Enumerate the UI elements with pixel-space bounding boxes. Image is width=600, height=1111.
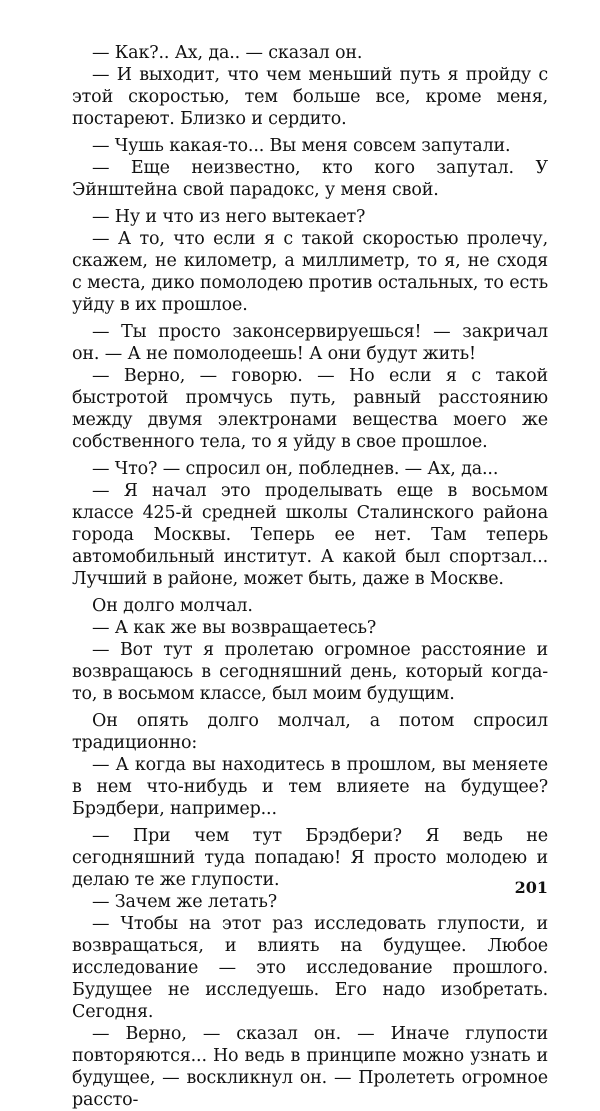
paragraph: — Верно, — сказал он. — Иначе глупости повторяются... Но ведь в принципе можно узнать и будущее, — воскликнул он. — Пролететь огромное рассто- xyxy=(72,1024,548,1110)
paragraph: — Чушь какая-то... Вы меня совсем запутали. xyxy=(92,136,511,156)
paragraph: Он опять долго молчал, а потом спросил традиционно: xyxy=(72,711,548,753)
paragraph: — Вот тут я пролетаю огромное расстояние и возвращаюсь в сегодняшний день, который когда-то, в восьмом классе, был моим будущим. xyxy=(72,640,548,704)
paragraph: — Верно, — говорю. — Но если я с такой быстротой промчусь путь, равный расстоянию между двумя электронами вещества моего же собственного тела, то я уйду в свое прошлое. xyxy=(72,366,548,452)
page-text xyxy=(72,42,548,1111)
paragraph: — Ну и что из него вытекает? xyxy=(92,207,366,227)
paragraph: — А как же вы возвращаетесь? xyxy=(92,618,377,638)
paragraph: — Зачем же летать? xyxy=(92,892,277,912)
paragraph: — Что? — спросил он, побледнев. — Ах, да... xyxy=(92,459,499,479)
paragraph: — Чтобы на этот раз исследовать глупости, и возвращаться, и влиять на будущее. Любое исследование — это исследование прошлого. Будущее не исследуешь. Его надо изобретать. Сегодня. xyxy=(72,914,548,1022)
paragraph: — Я начал это проделывать еще в восьмом классе 425-й средней школы Сталинского района города Москвы. Теперь ее нет. Там теперь автомобильный институт. А какой был спортзал... Лучший в районе, может быть, даже в Москве. xyxy=(72,481,548,589)
paragraph: — И выходит, что чем меньший путь я пройду с этой скоростью, тем больше все, кроме меня, постареют. Близко и сердито. xyxy=(72,65,548,129)
paragraph: — Еще неизвестно, кто кого запутал. У Эйнштейна свой парадокс, у меня свой. xyxy=(72,158,548,200)
paragraph: — Как?.. Ах, да.. — сказал он. xyxy=(92,43,363,63)
paragraph: — А когда вы находитесь в прошлом, вы меняете в нем что-нибудь и тем влияете на будущее? Брэдбери, например... xyxy=(72,755,548,819)
paragraph: — Ты просто законсервируешься! — закричал он. — А не помолодеешь! А они будут жить! xyxy=(72,322,548,364)
paragraph: — При чем тут Брэдбери? Я ведь не сегодняшний туда попадаю! Я просто молодею и делаю те же глупости. xyxy=(72,826,548,890)
page-number: 201 xyxy=(514,878,548,897)
paragraph: Он долго молчал. xyxy=(92,596,253,616)
paragraph: — А то, что если я с такой скоростью пролечу, скажем, не километр, а миллиметр, то я, не сходя с места, дико помолодею против остальных, то есть уйду в их прошлое. xyxy=(72,229,548,315)
